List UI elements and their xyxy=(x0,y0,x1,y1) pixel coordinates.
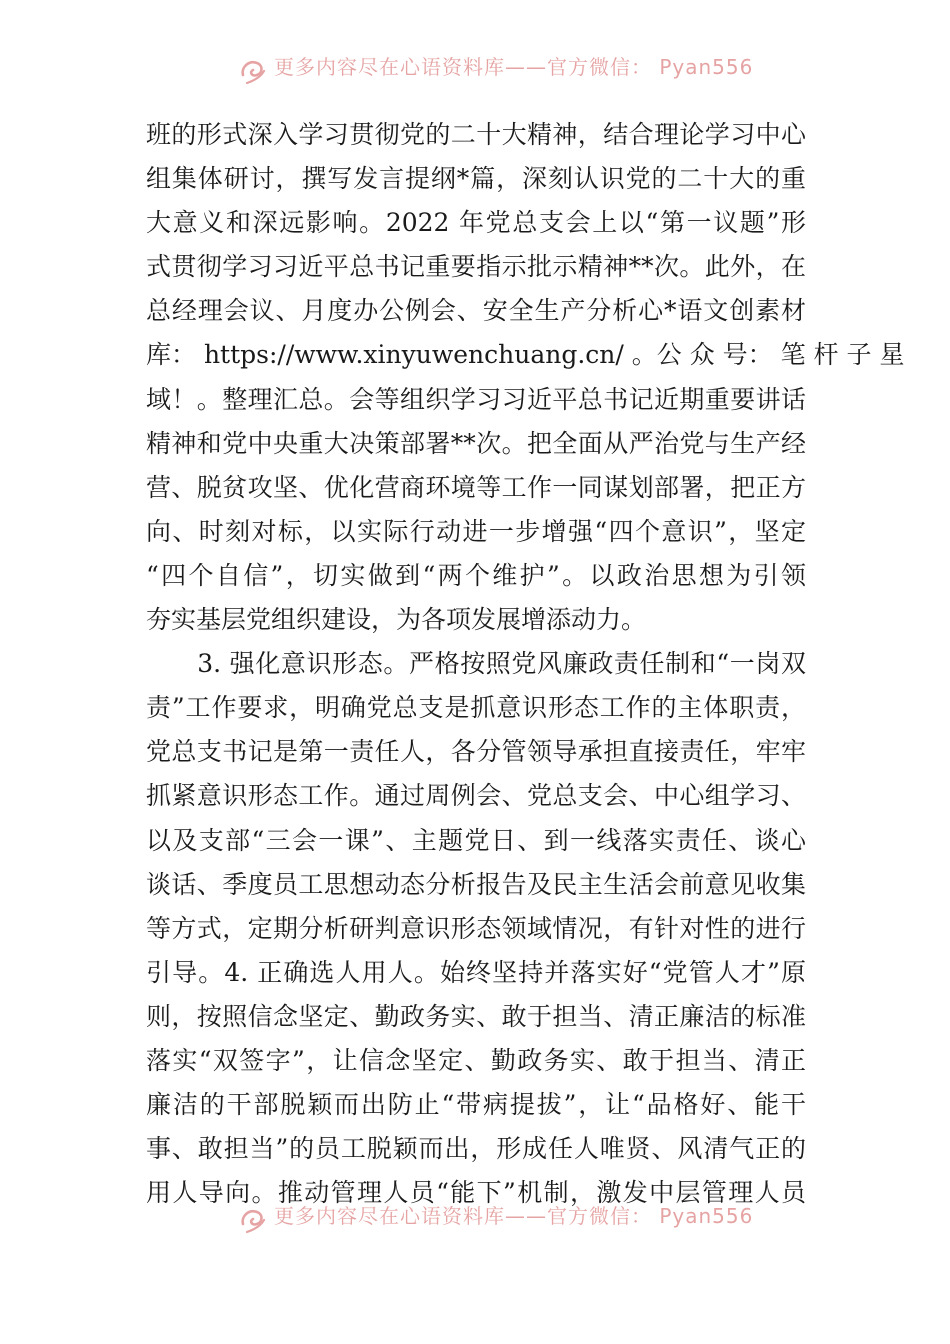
text-line: 党总支书记是第一责任人，各分管领导承担直接责任，牢牢 xyxy=(146,737,806,767)
text-line: 向、时刻对标，以实际行动进一步增强“四个意识”，坚定 xyxy=(146,516,806,546)
text-line: 班的形式深入学习贯彻党的二十大精神，结合理论学习中心 xyxy=(146,120,806,149)
watermark-text: 更多内容尽在心语资料库——官方微信： Pyan556 xyxy=(274,54,754,79)
text-line: 以及支部“三会一课”、主题党日、到一线落实责任、谈心 xyxy=(146,825,806,855)
text-line: 3. 强化意识形态。严格按照党风廉政责任制和“一岗双 xyxy=(146,649,806,679)
text-line: 夯实基层党组织建设，为各项发展增添动力。 xyxy=(146,605,647,635)
body-text xyxy=(146,113,905,1215)
text-line: 大意义和深远影响。2022 年党总支会上以“第一议题”形 xyxy=(146,208,806,238)
text-line: 总经理会议、月度办公例会、安全生产分析心*语文创素材 xyxy=(146,296,806,326)
text-line: 组集体研讨，撰写发言提纲*篇，深刻认识党的二十大的重 xyxy=(146,164,806,194)
swirl-logo-icon xyxy=(238,1205,268,1235)
footer-watermark xyxy=(238,1205,758,1235)
swirl-logo-icon xyxy=(238,56,268,86)
text-line: 抓紧意识形态工作。通过周例会、党总支会、中心组学习、 xyxy=(146,781,806,811)
text-line: 则，按照信念坚定、勤政务实、敢于担当、清正廉洁的标准 xyxy=(146,1001,806,1031)
text-line: 等方式，定期分析研判意识形态领域情况，有针对性的进行 xyxy=(146,913,806,943)
text-line: 廉洁的干部脱颖而出防止“带病提拔”，让“品格好、能干 xyxy=(146,1090,806,1120)
watermark-text: 更多内容尽在心语资料库——官方微信： Pyan556 xyxy=(274,1203,754,1228)
text-line: 引导。4. 正确选人用人。始终坚持并落实好“党管人才”原 xyxy=(146,957,806,987)
text-line: 库： https://www.xinyuwenchuang.cn/ 。公 众 号： 笔 杆 子 星 xyxy=(146,340,905,370)
text-line: 责”工作要求，明确党总支是抓意识形态工作的主体职责， xyxy=(146,693,806,723)
text-line: 域！。整理汇总。会等组织学习习近平总书记近期重要讲话 xyxy=(146,384,806,414)
text-line: 用人导向。推动管理人员“能下”机制，激发中层管理人员 xyxy=(146,1178,806,1208)
header-watermark xyxy=(238,56,758,86)
text-line: 事、敢担当”的员工脱颖而出，形成任人唯贤、风清气正的 xyxy=(146,1134,806,1164)
text-line: 营、脱贫攻坚、优化营商环境等工作一同谋划部署，把正方 xyxy=(146,472,806,502)
text-line: 谈话、季度员工思想动态分析报告及民主生活会前意见收集 xyxy=(146,869,806,899)
text-line: 落实“双签字”，让信念坚定、勤政务实、敢于担当、清正 xyxy=(146,1045,806,1075)
text-line: 精神和党中央重大决策部署**次。把全面从严治党与生产经 xyxy=(146,428,806,458)
text-line: 式贯彻学习习近平总书记重要指示批示精神**次。此外，在 xyxy=(146,252,806,282)
text-line: “四个自信”，切实做到“两个维护”。以政治思想为引领 xyxy=(146,560,806,590)
